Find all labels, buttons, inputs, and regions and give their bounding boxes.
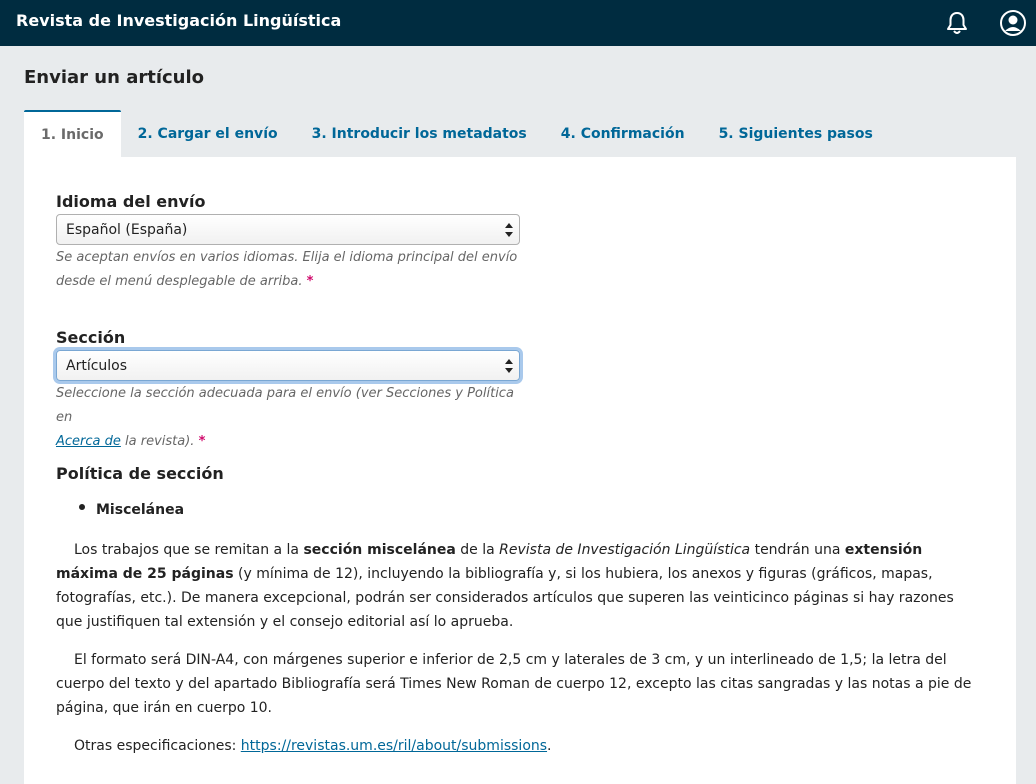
user-circle-icon[interactable]	[999, 9, 1027, 37]
section-selected-value: Artículos	[66, 357, 128, 374]
about-link[interactable]: Acerca de	[56, 434, 121, 449]
tab-metadatos[interactable]: 3. Introducir los metadatos	[311, 125, 527, 142]
page-title: Enviar un artículo	[24, 67, 205, 88]
policy-paragraph-3: Otras especificaciones: https://revistas.um.es/ril/about/submissions.	[74, 738, 552, 754]
select-arrows-icon	[505, 223, 513, 237]
section-label: Sección	[56, 328, 126, 347]
required-mark: *	[198, 434, 206, 449]
bell-icon[interactable]	[944, 10, 970, 36]
policy-paragraph-2: El formato será DIN-A4, con márgenes superior e inferior de 2,5 cm y laterales de 3 cm, y un interlineado de 1,5; la letra del cuerpo del texto y del apartado Bibliografía será Times New Roman de cuerpo 12, excepto las citas sangradas y las notas a pie de página, que irán en cuerpo 10.	[56, 652, 972, 716]
language-label: Idioma del envío	[56, 192, 206, 211]
section-help: Seleccione la sección adecuada para el envío (ver Secciones y Política en Acerca de la revista). *	[56, 386, 514, 449]
content-panel	[24, 157, 1016, 784]
journal-title[interactable]: Revista de Investigación Lingüística	[16, 11, 342, 30]
tab-inicio[interactable]: 1. Inicio	[24, 110, 121, 157]
language-selected-value: Español (España)	[66, 221, 188, 238]
top-bar	[0, 0, 1036, 46]
tab-siguientes-pasos[interactable]: 5. Siguientes pasos	[718, 125, 873, 142]
policy-bullet-item: Miscelánea	[96, 502, 185, 518]
tab-cargar-envio[interactable]: 2. Cargar el envío	[137, 125, 278, 142]
language-select[interactable]	[56, 214, 520, 245]
section-policy-title: Política de sección	[56, 464, 224, 483]
wizard-tabs	[24, 110, 1016, 157]
select-arrows-icon	[505, 359, 513, 373]
submissions-link[interactable]: https://revistas.um.es/ril/about/submissions	[240, 738, 548, 754]
language-help: Se aceptan envíos en varios idiomas. Elija el idioma principal del envío desde el menú desplegable de arriba. *	[56, 250, 518, 289]
policy-paragraph-1: Los trabajos que se remitan a la sección miscelánea de la Revista de Investigación Lingüística tendrán una extensión máxima de 25 páginas (y mínima de 12), incluyendo la bibliografía y, si los hubiera, los anexos y figuras (gráficos, mapas, fotografías, etc.). De manera excepcional, podrán ser considerados artículos que superen las veinticinco páginas si hay razones que justifiquen tal extensión y el consejo editorial así lo aprueba.	[56, 542, 954, 630]
section-select[interactable]	[56, 350, 520, 381]
bullet-dot	[79, 504, 85, 510]
required-mark: *	[306, 274, 314, 289]
tab-confirmacion[interactable]: 4. Confirmación	[560, 125, 685, 142]
